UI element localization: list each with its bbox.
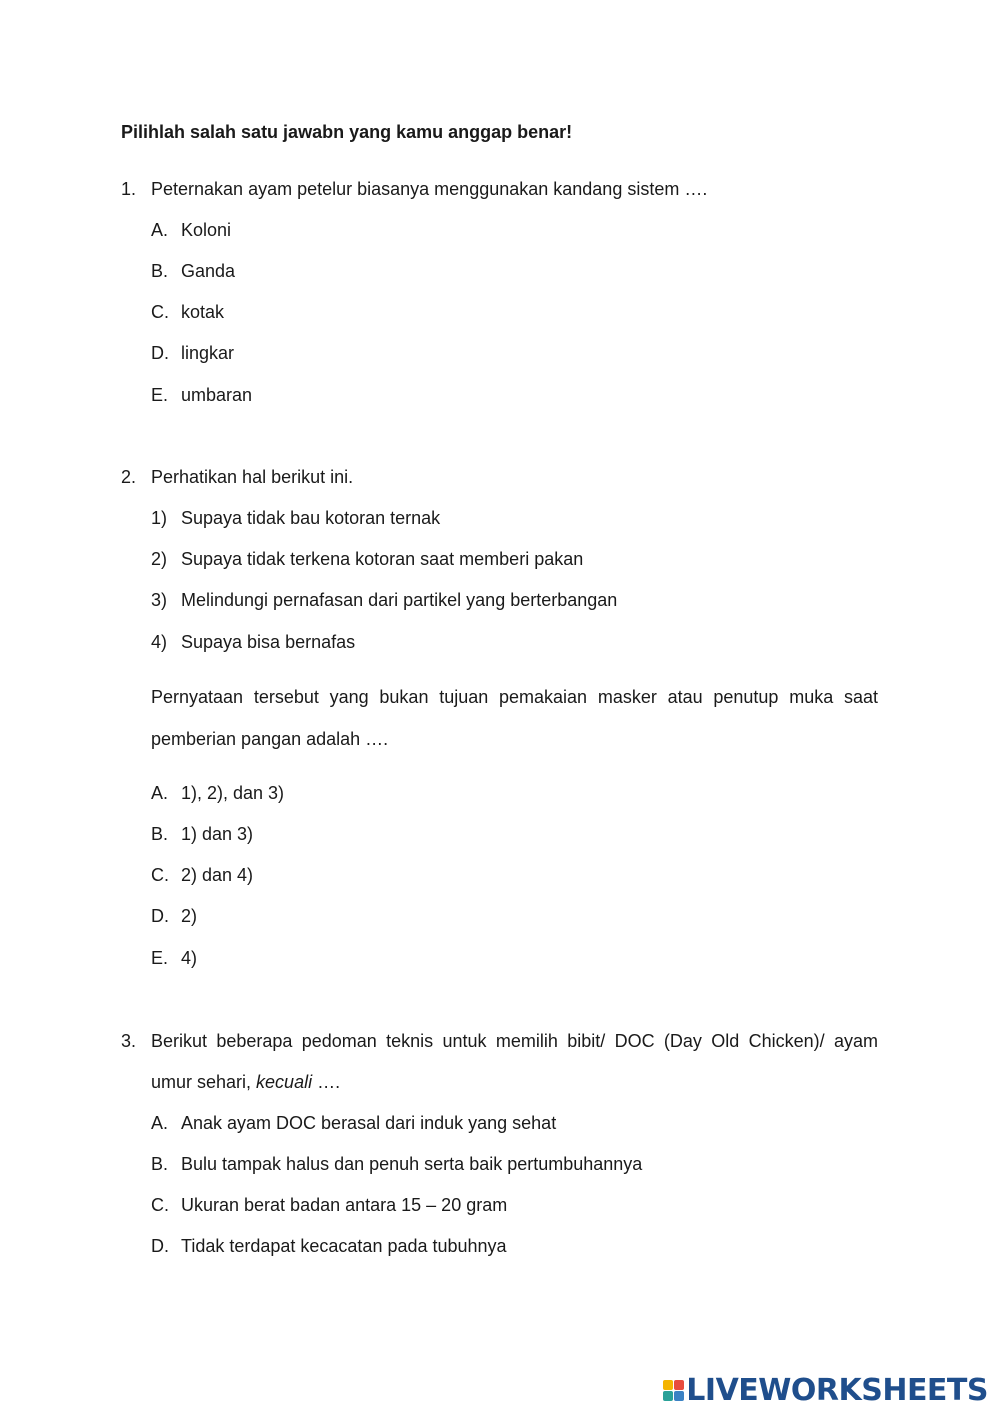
option-text: umbaran	[181, 385, 253, 405]
option-text: Tidak terdapat kecacatan pada tubuhnya	[181, 1236, 507, 1256]
option-text: Ukuran berat badan antara 15 – 20 gram	[181, 1195, 508, 1215]
option-text: 2) dan 4)	[181, 865, 254, 885]
statement-text: Melindungi pernafasan dari partikel yang berterbangan	[181, 590, 618, 610]
question-text-suffix: ….	[312, 1072, 341, 1092]
option-text: Koloni	[181, 220, 232, 240]
option-label: B.	[151, 1154, 169, 1174]
statement-label: 4)	[151, 632, 168, 652]
option-label: A.	[151, 783, 169, 803]
option-label: C.	[151, 1195, 169, 1215]
logo-square-icon	[674, 1380, 684, 1390]
option-text: Ganda	[181, 261, 236, 281]
question-prompt-continued: pemberian pangan adalah ….	[151, 729, 389, 749]
question-text-prefix: umur sehari,	[151, 1072, 257, 1092]
option-text: 2)	[181, 906, 198, 926]
option-label: C.	[151, 302, 169, 322]
question-number: 1.	[121, 179, 137, 199]
option-label: E.	[151, 385, 169, 405]
option-label: B.	[151, 824, 169, 844]
question-text-continued	[151, 1072, 340, 1093]
option-text: kotak	[181, 302, 225, 322]
option-text: Anak ayam DOC berasal dari induk yang sehat	[181, 1113, 557, 1133]
logo-square-icon	[663, 1380, 673, 1390]
statement-text: Supaya bisa bernafas	[181, 632, 356, 652]
question-number: 2.	[121, 467, 137, 487]
liveworksheets-logo[interactable]	[663, 1373, 988, 1408]
emphasis-text: kecuali	[256, 1072, 313, 1092]
logo-text: LIVEWORKSHEETS	[686, 1373, 988, 1408]
question-text: Peternakan ayam petelur biasanya menggunakan kandang sistem ….	[151, 179, 708, 199]
logo-grid-icon	[663, 1380, 684, 1401]
statement-text: Supaya tidak bau kotoran ternak	[181, 508, 441, 528]
logo-square-icon	[674, 1391, 684, 1401]
option-label: D.	[151, 1236, 169, 1256]
statement-label: 3)	[151, 590, 168, 610]
option-label: D.	[151, 343, 169, 363]
option-text: 4)	[181, 948, 198, 968]
instruction-heading: Pilihlah salah satu jawabn yang kamu anggap benar!	[121, 122, 573, 142]
question-prompt: Pernyataan tersebut yang bukan tujuan pemakaian masker atau penutup muka saat	[151, 687, 878, 707]
option-text: lingkar	[181, 343, 235, 363]
option-label: B.	[151, 261, 169, 281]
question-text: Berikut beberapa pedoman teknis untuk memilih bibit/ DOC (Day Old Chicken)/ ayam	[151, 1031, 878, 1051]
option-text: 1) dan 3)	[181, 824, 254, 844]
question-number: 3.	[121, 1031, 137, 1051]
logo-square-icon	[663, 1391, 673, 1401]
option-label: A.	[151, 220, 169, 240]
statement-label: 2)	[151, 549, 168, 569]
option-text: Bulu tampak halus dan penuh serta baik pertumbuhannya	[181, 1154, 643, 1174]
option-text: 1), 2), dan 3)	[181, 783, 285, 803]
option-label: A.	[151, 1113, 169, 1133]
option-label: D.	[151, 906, 169, 926]
question-text: Perhatikan hal berikut ini.	[151, 467, 354, 487]
option-label: E.	[151, 948, 169, 968]
statement-label: 1)	[151, 508, 168, 528]
option-label: C.	[151, 865, 169, 885]
statement-text: Supaya tidak terkena kotoran saat memberi pakan	[181, 549, 584, 569]
